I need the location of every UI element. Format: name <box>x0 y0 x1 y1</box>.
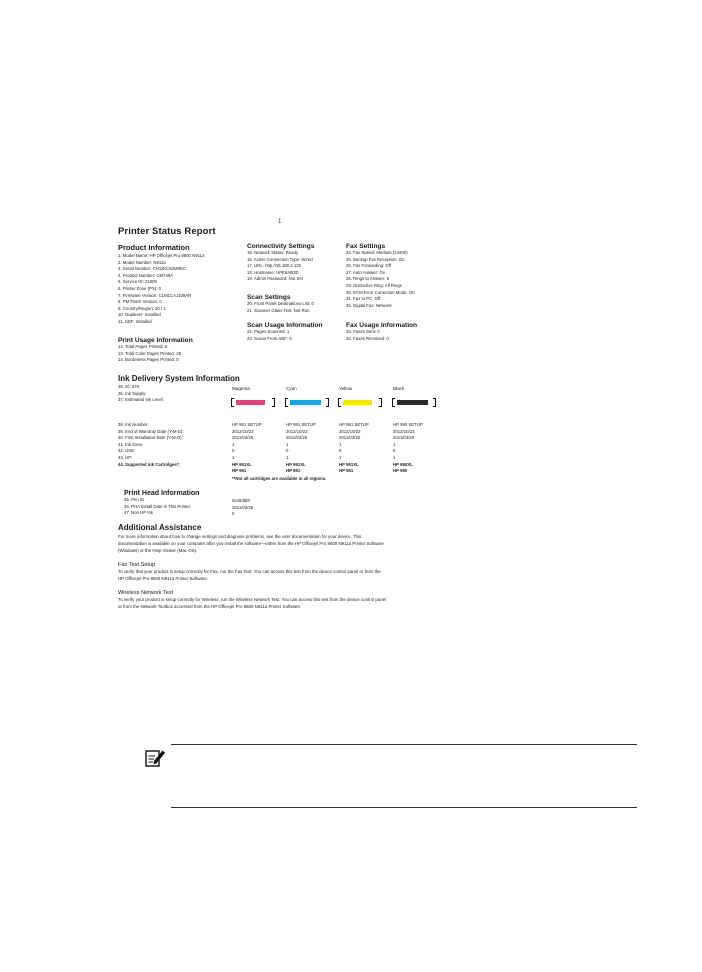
ink-cell: 1 <box>286 454 289 460</box>
product-info-title: Product Information <box>118 243 190 252</box>
connectivity-line: 16. Active Connection Type: Wired <box>247 256 313 262</box>
ink-level-label: 37. Estimated Ink Level: <box>118 397 164 403</box>
ink-row-label: 41. Ink Zone: <box>118 441 144 447</box>
fax-test-para <box>118 568 598 582</box>
fax-settings-line: 27. Auto Answer: On <box>346 269 386 275</box>
product-info-line: 5. Service ID: 21000 <box>118 279 157 285</box>
ink-row-label: 39. End of Warranty Date (Y-M-D): <box>118 428 184 434</box>
ink-gauge-yellow <box>338 398 382 407</box>
fax-settings-line: 26. Fax Forwarding: Off <box>346 263 392 269</box>
fax-usage-line: 33. Faxes Sent: 0 <box>346 329 380 334</box>
ink-cell: HP 951 <box>232 468 247 474</box>
ink-values-magenta <box>232 422 262 475</box>
ink-top-labels <box>118 384 164 404</box>
print-head-label: 47. Non HP Ink <box>124 510 154 516</box>
product-info-line: 9. Country/Region: 30 / 1 <box>118 305 166 311</box>
print-head-label: 46. PHA Install Date in This Printer <box>124 503 191 509</box>
fax-test-line: To verify that your product is setup correctly for Fax, run the Fax Test. You can access this test from the device control panel or from the <box>118 569 381 574</box>
print-usage-title: Print Usage Information <box>118 337 193 344</box>
ink-cell: 1 <box>232 454 235 460</box>
fax-settings-line: 28. Rings to Answer: 5 <box>346 276 389 282</box>
ink-cell: HP 950 SETUP <box>393 422 423 427</box>
ink-cell: 2012/10/23 <box>339 428 361 434</box>
ink-cell: HP 951 <box>286 468 301 474</box>
note-bottom-rule <box>171 807 637 808</box>
ink-cell: 2012/10/23 <box>232 428 254 434</box>
ink-cell: 0 <box>339 448 342 454</box>
ink-footnote: **Not all cartridges are available in all regions. <box>232 476 327 481</box>
ink-col-black: Black <box>393 386 405 391</box>
product-info-line: 1. Model Name: HP Officejet Pro 8600 N911a <box>118 253 205 258</box>
ink-cell: HP 951XL <box>232 461 252 467</box>
assistance-line: For more information about how to change settings and diagnose problems, see the user documentation for your device. This <box>118 534 362 539</box>
ink-cell: 2012/10/23 <box>286 428 308 434</box>
scan-settings-line: 20. Front Panel Destinations List: 0 <box>247 301 314 306</box>
ink-id-label: 35. ID: 870 <box>118 384 140 389</box>
connectivity-line: 17. URL: http://16.180.2.132 <box>247 263 301 269</box>
fax-usage-section <box>346 322 417 342</box>
note-pencil-icon <box>144 747 166 769</box>
fax-settings-section <box>346 243 415 309</box>
ink-bar-black <box>397 400 428 405</box>
product-info-line: 11. ADF: Installed <box>118 318 152 324</box>
product-info-line: 3. Serial Number: CN11KC82M0KC <box>118 266 186 272</box>
ink-values-black <box>393 422 423 475</box>
wireless-test-title: Wireless Network Test <box>118 590 174 596</box>
ink-row-label: 42. USE: <box>118 448 136 454</box>
product-info-line: 10. Duplexer: Installed <box>118 312 161 318</box>
ink-cell: 1 <box>393 454 396 460</box>
ink-cell: HP 951 SETUP <box>232 422 262 427</box>
ink-cell: HP 951XL <box>339 461 359 467</box>
ink-section-title: Ink Delivery System Information <box>118 374 240 383</box>
ink-cell: 2011/03/26 <box>232 435 254 441</box>
print-head-value: 0x40d5bf <box>232 498 250 503</box>
fax-settings-line: 30. ECM Error Correction Mode: On <box>346 289 415 295</box>
print-head-values <box>232 498 253 518</box>
ink-values-yellow <box>339 422 369 475</box>
ink-row-label: 40. First Installation Date (Y-M-D): <box>118 435 183 441</box>
ink-gauge-black <box>392 398 436 407</box>
ink-row-label: 38. Ink Number: <box>118 422 149 427</box>
wireless-test-line: To verify your product is setup correctly for Wireless, run the Wireless Network Test. You can access this test from the device control panel <box>118 597 387 602</box>
ink-cell: HP 951 <box>339 468 354 474</box>
fax-usage-title: Fax Usage Information <box>346 322 418 329</box>
ink-bar-cyan <box>290 400 321 405</box>
assistance-para <box>118 533 598 555</box>
product-info-section <box>118 243 204 326</box>
product-info-line: 4. Product Number: CM749A <box>118 272 174 278</box>
fax-settings-line: 25. Backup Fax Reception: On <box>346 256 405 262</box>
ink-cell: HP 951 SETUP <box>339 422 369 427</box>
print-usage-line: 12. Total Pages Printed: 8 <box>118 344 168 349</box>
page-mark: 1 <box>278 219 282 225</box>
connectivity-section <box>247 243 314 283</box>
print-usage-line: 13. Total Color Pages Printed: 28 <box>118 350 181 356</box>
wireless-test-section <box>118 590 598 610</box>
ink-supply-label: 36. Ink Supply: <box>118 390 147 396</box>
ink-col-magenta: Magenta <box>232 386 250 391</box>
ink-cell: HP 950XL <box>393 461 413 467</box>
fax-settings-title: Fax Settings <box>346 243 386 250</box>
ink-cell: HP 951XL <box>286 461 306 467</box>
fax-settings-line: 31. Fax to PC: Off <box>346 296 381 302</box>
fax-settings-line: 24. Fax Speed: Medium (14400) <box>346 250 408 255</box>
ink-cell: 1 <box>339 441 342 447</box>
scan-settings-line: 21. Scanner Glass Test: Not Run <box>247 307 310 313</box>
scan-usage-section <box>247 322 322 342</box>
report-title: Printer Status Report <box>118 226 216 237</box>
ink-cell: 1 <box>393 441 396 447</box>
connectivity-line: 15. Network Status: Ready <box>247 250 299 255</box>
scan-usage-line: 23. Scans From ADF: 0 <box>247 335 292 341</box>
product-info-line: 7. Firmware Version: CLM1CA1109AR <box>118 292 192 298</box>
scan-settings-section <box>247 294 314 314</box>
ink-cell: 0 <box>232 448 235 454</box>
ink-cell: 2011/03/26 <box>286 435 308 441</box>
assistance-title: Additional Assistance <box>118 523 202 532</box>
fax-settings-line: 32. Digital Fax: Network <box>346 302 392 308</box>
ink-values-cyan <box>286 422 316 475</box>
ink-section-title-wrap <box>118 374 240 383</box>
assistance-line: (Windows) or the Help Viewer (Mac OS). <box>118 548 198 554</box>
fax-settings-line: 29. Distinctive Ring: All Rings <box>346 282 402 288</box>
ink-cell: 1 <box>232 441 235 447</box>
ink-cell: 1 <box>339 454 342 460</box>
product-info-line: 2. Model Number: N911a <box>118 259 166 265</box>
connectivity-line: 18. Hostname: HPE6AB3D <box>247 269 299 275</box>
fax-test-title: Fax Test Setup <box>118 562 156 568</box>
assistance-section <box>118 523 598 555</box>
connectivity-line: 19. Admin Password: Not Set <box>247 276 303 282</box>
print-head-section <box>124 490 199 517</box>
scan-usage-line: 22. Pages Scanned: 1 <box>247 329 290 334</box>
print-usage-section <box>118 337 193 364</box>
fax-usage-line: 34. Faxes Received: 0 <box>346 335 389 341</box>
product-info-line: 8. PM Patch Version: 0 <box>118 299 162 305</box>
note-top-rule <box>171 744 637 745</box>
fax-test-section <box>118 562 598 582</box>
ink-row-label: 43. HP: <box>118 454 133 460</box>
print-usage-line: 14. Borderless Pages Printed: 0 <box>118 357 179 363</box>
ink-col-cyan: Cyan <box>286 386 297 391</box>
ink-row-labels <box>118 422 184 468</box>
product-info-line: 6. Printer Zone (PX): 0 <box>118 285 161 291</box>
print-head-label: 45. Pen ID <box>124 497 145 502</box>
ink-col-yellow: Yellow <box>339 386 353 391</box>
ink-cell: 2012/10/23 <box>393 428 415 434</box>
print-head-title: Print Head Information <box>124 490 200 497</box>
ink-bar-yellow <box>343 400 372 405</box>
scan-settings-title: Scan Settings <box>247 294 291 301</box>
ink-cell: 2011/03/26 <box>393 435 415 441</box>
print-head-value: 0 <box>232 511 235 517</box>
ink-gauge-cyan <box>285 398 329 407</box>
ink-cell: 1 <box>286 441 289 447</box>
ink-cell: HP 951 SETUP <box>286 422 316 427</box>
wireless-test-line: or from the Network Toolbox accessed from the HP Officejet Pro 8600 N911a Printer Software. <box>118 604 302 610</box>
wireless-test-para <box>118 596 598 610</box>
ink-bar-magenta <box>236 400 265 405</box>
connectivity-title: Connectivity Settings <box>247 243 315 250</box>
ink-cell: 0 <box>286 448 289 454</box>
scan-usage-title: Scan Usage Information <box>247 322 323 329</box>
print-head-value: 2011/03/26 <box>232 504 254 510</box>
ink-gauge-magenta <box>231 398 275 407</box>
assistance-line: documentation is available on your computer after you install the software—either from the HP Officejet Pro 8600 N911a Printer Software <box>118 541 384 547</box>
ink-row-label: 44. Supported Ink Cartridges*: <box>118 461 180 467</box>
ink-cell: 2011/03/26 <box>339 435 361 441</box>
ink-cell: HP 950 <box>393 468 408 474</box>
ink-cell: 0 <box>393 448 396 454</box>
fax-test-line: HP Officejet Pro 8600 N911a Printer Software. <box>118 576 209 582</box>
